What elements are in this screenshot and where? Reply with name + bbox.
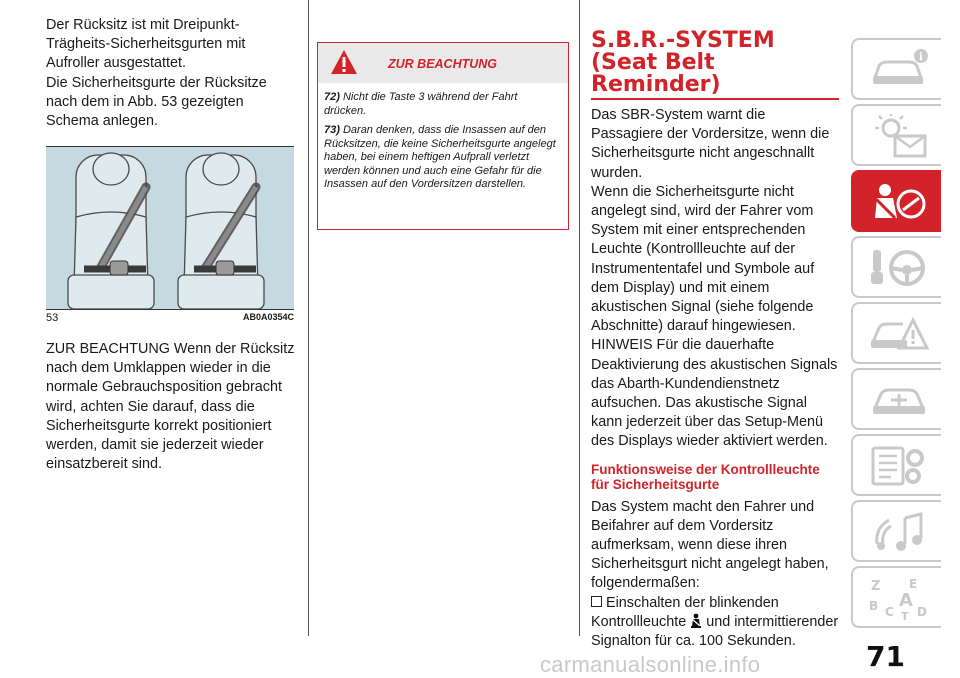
instruction-paragraph: Die Sicherheitsgurte der Rücksitze nach dem in Abb. 53 gezeigten Schema anlegen. xyxy=(46,74,267,130)
bullet-text-a: Einschalten der blinkenden Kontrollleuchte xyxy=(591,594,779,630)
svg-text:B: B xyxy=(869,599,879,613)
title-rule xyxy=(591,98,839,100)
index-letters-icon xyxy=(869,576,929,620)
column-3 xyxy=(591,30,841,651)
warning-triangle-icon xyxy=(330,49,358,75)
function-paragraph: Das System macht den Fahrer und Beifahrer auf dem Vordersitz aufmerksam, wenn diese ihren Sicherheitsgurt nicht angelegt haben, folgendermaßen: xyxy=(591,498,829,592)
warning-body xyxy=(318,83,568,192)
caution-paragraph: ZUR BEACHTUNG Wenn der Rücksitz nach dem Umklappen wieder in die normale Gebrauchsposition gebracht wird, achten Sie darauf, dass die Sicherheitsgurte korrekt positioniert werden, damit sie jederzeit wieder einsatzbereit sind. xyxy=(46,341,295,473)
title-line-2: (Seat Belt xyxy=(591,50,715,75)
title-line-1: S.B.R.-SYSTEM xyxy=(591,28,775,53)
chapter-tabs xyxy=(851,38,941,632)
svg-text:C: C xyxy=(885,605,894,619)
tab-index[interactable] xyxy=(851,566,941,628)
tab-emergency[interactable] xyxy=(851,302,941,364)
key-steering-wheel-icon xyxy=(869,246,929,290)
column-1 xyxy=(46,16,296,131)
specs-gears-icon xyxy=(869,444,929,488)
warning-header xyxy=(318,43,568,83)
note-number: 73) xyxy=(324,124,340,136)
car-warning-icon xyxy=(869,312,929,356)
tab-technical-data[interactable] xyxy=(851,434,941,496)
warning-title: ZUR BEACHTUNG xyxy=(388,57,498,71)
note-text: Nicht die Taste 3 während der Fahrt drücken. xyxy=(324,91,518,117)
tab-safety[interactable] xyxy=(851,170,941,232)
car-info-icon xyxy=(869,48,929,92)
sbr-warning-paragraph: Wenn die Sicherheitsgurte nicht angelegt sind, wird der Fahrer vom System mit einer entsprechenden Leuchte (Kontrollleuchte auf der Instrumententafel und Symbole auf dem Display) und mit einem akustischen Signal (siehe folgende Abschnitte) darauf hingewiesen. xyxy=(591,183,815,335)
bullet-text-b: und intermittierender Signalton für ca. 100 Sekunden. xyxy=(591,613,839,650)
tab-car-info[interactable] xyxy=(851,38,941,100)
subheading: Funktionsweise der Kontrollleuchte für Sicherheitsgurte xyxy=(591,461,820,492)
sbr-note-paragraph: HINWEIS Für die dauerhafte Deaktivierung des akustischen Signals das Abarth-Kundendienstnetz aufsuchen. Das akustische Signal kann jederzeit über das Setup-Menü des Displays wieder aktiviert werden. xyxy=(591,337,838,450)
seatbelt-airbag-icon xyxy=(869,180,929,224)
warning-box xyxy=(317,42,569,230)
warning-note-72 xyxy=(324,91,562,118)
section-title xyxy=(591,30,841,96)
svg-text:A: A xyxy=(899,590,913,611)
watermark: carmanualsonline.info xyxy=(540,652,761,677)
tab-starting-driving[interactable] xyxy=(851,236,941,298)
warning-note-73 xyxy=(324,124,562,192)
title-line-3: Reminder) xyxy=(591,72,721,97)
figure-number: 53 xyxy=(46,312,59,324)
column-divider-2 xyxy=(579,0,580,636)
figure-code: AB0A0354C xyxy=(242,312,294,322)
note-number: 72) xyxy=(324,91,340,103)
sbr-intro-paragraph: Das SBR-System warnt die Passagiere der Vordersitze, wenn die Sicherheitsgurte nicht angeschnallt wurden. xyxy=(591,107,830,181)
bullet-item xyxy=(591,594,841,652)
rear-seatbelt-figure xyxy=(46,146,294,310)
intro-paragraph: Der Rücksitz ist mit Dreipunkt-Trägheits-Sicherheitsgurten mit Aufroller ausgestattet. xyxy=(46,17,246,72)
multimedia-icon xyxy=(869,510,929,554)
car-service-icon xyxy=(869,378,929,422)
tab-servicing[interactable] xyxy=(851,368,941,430)
note-text: Daran denken, dass die Insassen auf den Rücksitzen, die keine Sicherheitsgurte angelegt haben, bei einem heftigen Aufprall verletzt werden können und auch eine Gefahr für die Insassen auf den Vordersitzen darstellen. xyxy=(324,124,556,190)
lights-message-icon xyxy=(869,114,929,158)
column-divider-1 xyxy=(308,0,309,636)
seatbelt-warning-icon xyxy=(690,613,702,629)
tab-multimedia[interactable] xyxy=(851,500,941,562)
svg-text:D: D xyxy=(917,605,927,619)
rear-seats-illustration xyxy=(46,147,294,309)
checkbox-bullet-icon xyxy=(591,596,602,607)
tab-lights-messages[interactable] xyxy=(851,104,941,166)
svg-text:i: i xyxy=(919,52,923,63)
page-number: 71 xyxy=(866,640,905,673)
svg-text:Z: Z xyxy=(871,579,881,594)
svg-text:T: T xyxy=(901,610,909,620)
svg-text:E: E xyxy=(909,577,918,591)
